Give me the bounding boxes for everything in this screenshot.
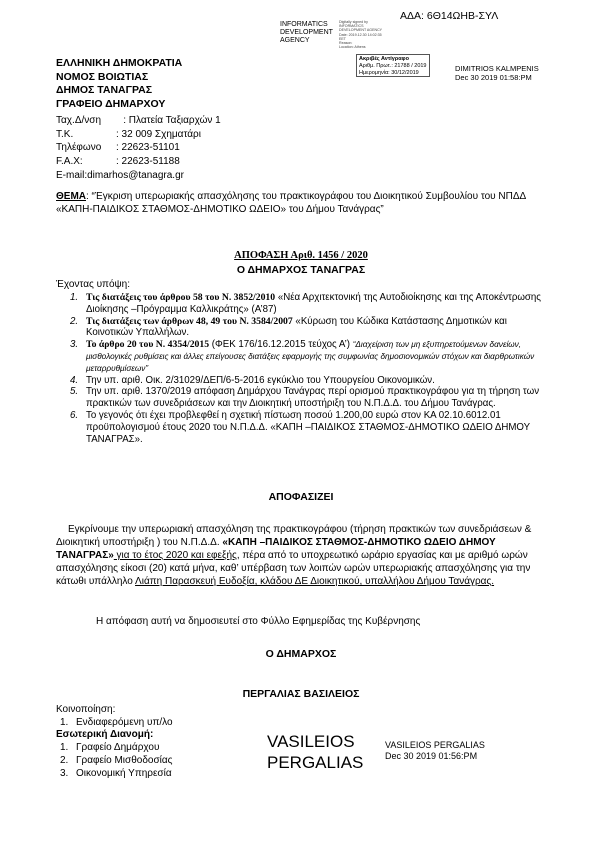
letterhead-line: ΝΟΜΟΣ ΒΟΙΩΤΙΑΣ: [56, 70, 149, 83]
item-number: 6.: [70, 409, 79, 421]
item-number: 3.: [70, 339, 79, 351]
signature-first-name: VASILEIOS: [267, 732, 355, 751]
top-signer: [455, 64, 539, 82]
internal-item: Οικονομική Υπηρεσία: [76, 767, 172, 779]
list-item: [66, 386, 548, 410]
item-number: 4.: [70, 374, 79, 386]
contact-tk-label: Τ.Κ.: [56, 128, 74, 140]
decides-heading: ΑΠΟΦΑΣΙΖΕΙ: [268, 491, 334, 503]
item-text: Την υπ. αριθ. Οικ. 2/31029/ΔΕΠ/6-5-2016 εγκύκλιο του Υπουργείου Οικονομικών.: [86, 374, 435, 386]
internal-distribution-label: Εσωτερική Διανομή:: [56, 729, 154, 741]
decision-body: [56, 523, 546, 588]
signature-detail-line: EET: [339, 36, 346, 41]
subject-text: : “Έγκριση υπερωριακής απασχόλησης του πρακτικογράφου του Διοικητικού Συμβουλίου του ΝΠΔΔ «ΚΑΠΗ-ΠΑΙΔΙΚΟΣ ΣΤΑΘΜΟΣ-ΔΗΜΟΤΙΚΟ ΩΔΕΙΟ» του Δήμου Τανάγρας”: [56, 191, 526, 215]
item-small-text: “Διαχείριση των μη εξυπηρετούμενων δανείων, μισθολογικές ρυθμίσεις και άλλες επείγουσες διατάξεις εφαρμογής της συμφωνίας δημοσιονομικών στόχων και διαρθρωτικών μεταρρυθμίσεων”: [86, 340, 535, 373]
letterhead-line: ΓΡΑΦΕΙΟ ΔΗΜΑΡΧΟΥ: [56, 97, 166, 110]
signature-detail-line: INFORMATICS: [339, 24, 364, 29]
item-number: 1.: [70, 292, 79, 303]
certified-copy-box: [356, 54, 430, 77]
signature-detail-line: DEVELOPMENT AGENCY: [339, 28, 383, 33]
contact-tk-value: : 32 009 Σχηματάρι: [116, 128, 201, 140]
list-item: 1. Ενδιαφερόμενη υπ/λο: [60, 716, 173, 728]
signature-detail-line: Date: 2019.12.30 14:02:35: [339, 32, 382, 37]
item-bold: Τις διατάξεις των άρθρων 48, 49 του Ν. 3584/2007: [86, 315, 293, 327]
item-text: (ΦΕΚ 176/16.12.2015 τεύχος Α’): [209, 339, 353, 351]
signature-stamp-name: VASILEIOS PERGALIAS: [385, 740, 485, 750]
notification-item: Ενδιαφερόμενη υπ/λο: [76, 716, 173, 728]
considerations-heading: Έχοντας υπόψη:: [56, 279, 130, 290]
agency-line: AGENCY: [280, 37, 310, 44]
body-entity-name: «ΚΑΠΗ –ΠΑΙΔΙΚΟΣ ΣΤΑΘΜΟΣ-ΔΗΜΟΤΙΚΟ ΩΔΕΙΟ ΔΗΜΟΥ ΤΑΝΑΓΡΑΣ»: [56, 537, 496, 561]
digital-signature-stamp: [385, 740, 485, 762]
letterhead-line: ΔΗΜΟΣ ΤΑΝΑΓΡΑΣ: [56, 84, 153, 96]
item-text: Το γεγονός ότι έχει προβλεφθεί η σχετική πίστωση ποσού 1.200,00 ευρώ στον ΚΑ 02.10.6012.01 προϋπολογισμού έτους 2020 του Ν.Π.Δ.Δ. «ΚΑΠΗ –ΠΑΙΔΙΚΟΣ ΣΤΑΘΜΟΣ-ΔΗΜΟΤΙΚΟ ΩΔΕΙΟ ΔΗΜΟΥ ΤΑΝΑΓΡΑΣ».: [86, 409, 530, 445]
contact-email: E-mail:dimarhos@tanagra.gr: [56, 169, 184, 181]
decision-subtitle: Ο ΔΗΜΑΡΧΟΣ ΤΑΝΑΓΡΑΣ: [236, 264, 366, 276]
copy-box-date: Ημερομηνία: 30/12/2019: [359, 70, 419, 76]
item-text: «Νέα Αρχιτεκτονική της Αυτοδιοίκησης και της Αποκέντρωσης Διοίκησης –Πρόγραμμα Καλλικράτης» (Α’87): [86, 292, 541, 315]
body-part: Εγκρίνουμε την υπερωριακή απασχόληση της πρακτικογράφου (τήρηση πρακτικών των συνεδριάσεων & Διοικητική υποστήριξη ) του Ν.Π.Δ.Δ.: [56, 524, 532, 548]
body-part: , πέρα από το υποχρεωτικό ωράριο εργασίας και με αριθμό ωρών απασχόλησης είκοσι (20) κατά μήνα, καθ’ υπέρβαση των λοιπών ωρών υπερωριακής απασχόλησης για την κάτωθι υπάλληλο: [56, 550, 531, 587]
item-bold: Το άρθρο 20 του Ν. 4354/2015: [86, 339, 210, 351]
letterhead-line: ΕΛΛΗΝΙΚΗ ΔΗΜΟΚΡΑΤΙΑ: [56, 57, 183, 69]
signature-stamp-date: Dec 30 2019 01:56:PM: [385, 751, 478, 761]
body-period: για το έτος 2020 και εφεξής: [113, 550, 237, 561]
contact-address: Ταχ.Δ/νση : Πλατεία Ταξιαρχών 1: [56, 115, 221, 126]
list-item: [66, 339, 548, 374]
considerations-list: [66, 292, 548, 445]
agency-line: INFORMATICS: [280, 21, 328, 28]
letterhead: [56, 57, 182, 111]
copy-box-protocol: Αριθμ. Πρωτ.: 21788 / 2019: [359, 63, 427, 69]
signing-agency: [280, 21, 333, 45]
notification-label: Κοινοποίηση:: [56, 704, 116, 715]
digital-signature-details: [339, 20, 382, 49]
signature-last-name: PERGALIAS: [267, 753, 364, 772]
contact-phone-label: Τηλέφωνο: [56, 142, 102, 154]
agency-line: DEVELOPMENT: [280, 29, 333, 36]
internal-item: Γραφείο Δημάρχου: [76, 742, 160, 754]
item-text: Την υπ. αριθ. 1370/2019 απόφαση Δημάρχου Τανάγρας περί ορισμού πρακτικογράφου για τη τήρηση των πρακτικών των συνεδριάσεων και την Διοικητική υποστήριξη του Ν.Π.Δ.Δ. του Δήμου Τανάγρας.: [86, 386, 540, 410]
signature-detail-line: Digitally signed by: [339, 20, 368, 24]
list-item: 3. Οικονομική Υπηρεσία: [60, 767, 172, 779]
list-item: [66, 316, 548, 340]
item-bold: Τις διατάξεις του άρθρου 58 του Ν. 3852/2010: [86, 292, 276, 303]
decision-title: ΑΠΟΦΑΣΗ Αριθ. 1456 / 2020: [234, 250, 368, 261]
contact-fax-value: : 22623-51188: [116, 156, 180, 168]
list-item: [66, 292, 548, 316]
mayor-name: ΠΕΡΓΑΛΙΑΣ ΒΑΣΙΛΕΙΟΣ: [242, 688, 360, 700]
top-signer-date: Dec 30 2019 01:58:PM: [455, 73, 532, 82]
list-item: [66, 375, 548, 387]
digital-signature-name: [267, 731, 363, 773]
ada-code: ΑΔΑ: 6Θ14ΩΗΒ-ΣΥΛ: [400, 10, 499, 22]
top-signer-name: DIMITRIOS KALMPENIS: [455, 64, 539, 73]
contact-fax-label: F.A.X:: [56, 156, 83, 168]
item-number: 5.: [70, 386, 79, 398]
body-employee: Λιάπη Παρασκευή Ευδοξία, κλάδου ΔΕ Διοικητικού, υπαλλήλου Δήμου Τανάγρας.: [135, 576, 495, 587]
contact-phone-value: : 22623-51101: [116, 142, 180, 154]
signature-detail-line: Reason:: [339, 41, 353, 46]
list-item: 2. Γραφείο Μισθοδοσίας: [60, 754, 173, 766]
item-number: 2.: [70, 315, 79, 327]
subject: [56, 191, 546, 216]
copy-box-title: Ακριβές Αντίγραφο: [359, 56, 409, 62]
list-item: 1. Γραφείο Δημάρχου: [60, 742, 160, 754]
contact-info: [56, 114, 221, 183]
subject-label: ΘΕΜΑ: [56, 191, 86, 202]
internal-item: Γραφείο Μισθοδοσίας: [76, 754, 173, 766]
item-text: «Κύρωση του Κώδικα Κατάστασης Δημοτικών και Κοινοτικών Υπαλλήλων.: [86, 315, 507, 339]
signature-detail-line: Location: Athens: [339, 45, 366, 50]
distribution: [56, 704, 173, 780]
mayor-title: Ο ΔΗΜΑΡΧΟΣ: [265, 648, 337, 660]
list-item: [66, 410, 548, 445]
publication-note: Η απόφαση αυτή να δημοσιευτεί στο Φύλλο Εφημερίδας της Κυβέρνησης: [96, 616, 421, 627]
